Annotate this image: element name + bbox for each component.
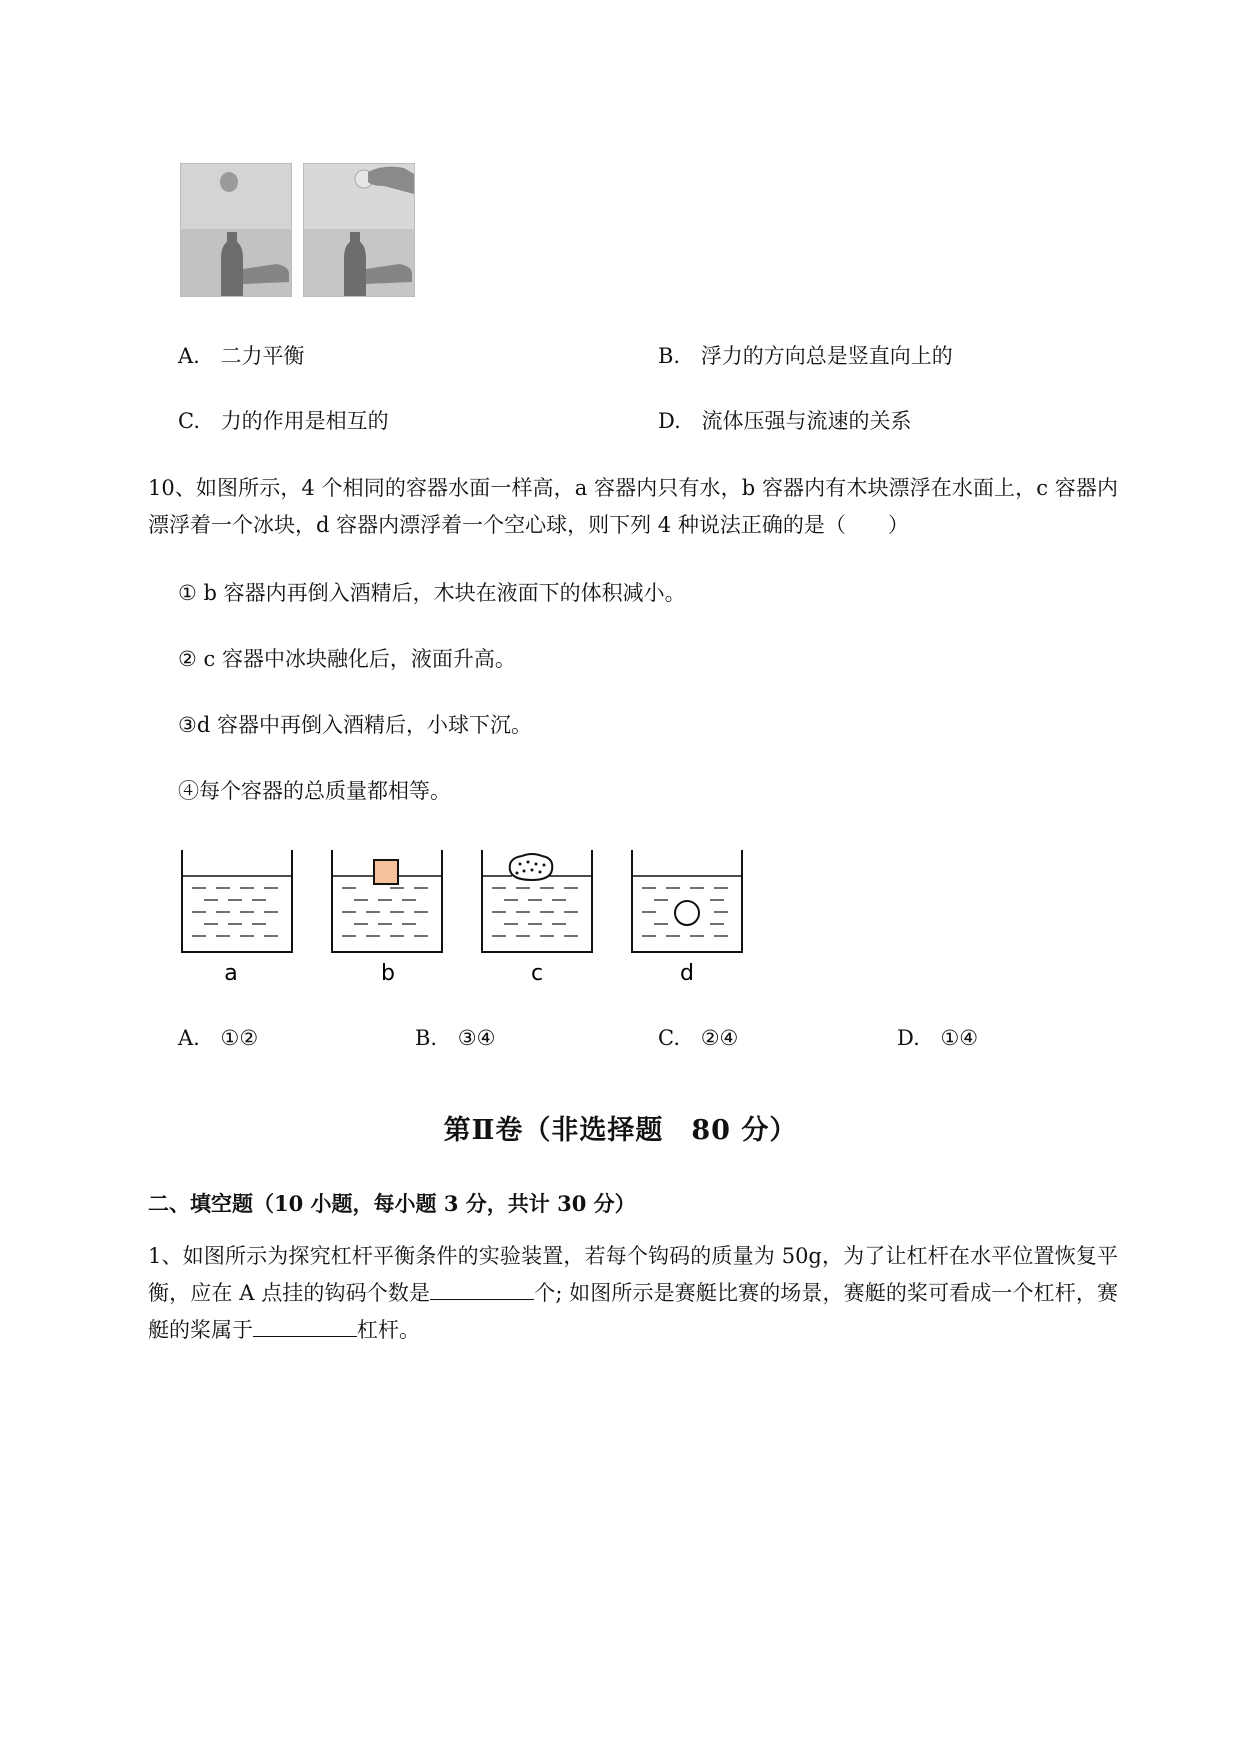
q10-option-a (178, 1023, 258, 1053)
fill-question-1-part2: 个; 如图所示是赛艇比赛的场景，赛艇的桨可看成一个杠杆，赛艇的桨属于 (148, 1281, 1118, 1342)
container-label-a: a (224, 961, 238, 986)
wood-block (374, 860, 398, 884)
option-label: B. (415, 1026, 438, 1050)
container-b (332, 850, 442, 952)
option-text: ①② (220, 1026, 259, 1050)
option-label: D. (897, 1026, 920, 1050)
section-subtitle: 二、填空题（10 小题，每小题 3 分，共计 30 分） (148, 1191, 636, 1216)
option-label: C. (658, 1026, 680, 1050)
q10-statement-3: ③d 容器中再倒入酒精后，小球下沉。 (178, 713, 532, 737)
option-label: C. (178, 409, 200, 433)
q9-option-c (178, 406, 389, 436)
option-text: 二力平衡 (220, 344, 305, 368)
answer-blank-1[interactable] (430, 1277, 534, 1300)
photo-hand-releasing-ball (303, 163, 415, 297)
q10-statement-2: ② c 容器中冰块融化后，液面升高。 (178, 647, 516, 671)
option-label: D. (658, 409, 681, 433)
container-label-b: b (381, 961, 395, 986)
q9-option-d (658, 406, 911, 436)
hollow-ball (675, 901, 699, 925)
answer-blank-2[interactable] (253, 1314, 357, 1337)
option-label: A. (178, 344, 200, 368)
q9-option-b (658, 341, 953, 371)
option-text: 力的作用是相互的 (220, 409, 389, 433)
q10-option-b (415, 1023, 495, 1053)
option-text: ③④ (457, 1026, 496, 1050)
section-title: 第Ⅱ卷（非选择题 80 分） (443, 1115, 798, 1146)
q10-statement-4: ④每个容器的总质量都相等。 (178, 779, 451, 803)
option-label: B. (658, 344, 681, 368)
q10-statement-1: ① b 容器内再倒入酒精后，木块在液面下的体积减小。 (178, 581, 686, 605)
q10-option-c (658, 1023, 738, 1053)
q9-option-a (178, 341, 305, 371)
photo-ball-above-hairdryer (180, 163, 292, 297)
container-label-d: d (680, 961, 694, 986)
q10-stem: 10、如图所示，4 个相同的容器水面一样高，a 容器内只有水，b 容器内有木块漂浮在水面上，c 容器内漂浮着一个冰块，d 容器内漂浮着一个空心球，则下列 4 种说法正确的是（ ） (148, 476, 1118, 537)
container-label-c: c (530, 961, 544, 986)
option-text: ①④ (940, 1026, 979, 1050)
option-label: A. (178, 1026, 200, 1050)
fill-question-1-part3: 杠杆。 (357, 1318, 420, 1342)
fill-question-1 (148, 1238, 1118, 1349)
q10-option-d (897, 1023, 978, 1053)
container-d (632, 850, 742, 952)
ice-block (510, 854, 553, 880)
option-text: 浮力的方向总是竖直向上的 (700, 344, 953, 368)
containers-figure (170, 840, 770, 990)
container-c (482, 850, 592, 952)
option-text: ②④ (700, 1026, 739, 1050)
container-a (182, 850, 292, 952)
fill-question-1-part1: 1、如图所示为探究杠杆平衡条件的实验装置，若每个钩码的质量为 50g，为了让杠杆在水平位置恢复平衡，应在 A 点挂的钩码个数是 (148, 1244, 1118, 1305)
option-text: 流体压强与流速的关系 (701, 409, 912, 433)
